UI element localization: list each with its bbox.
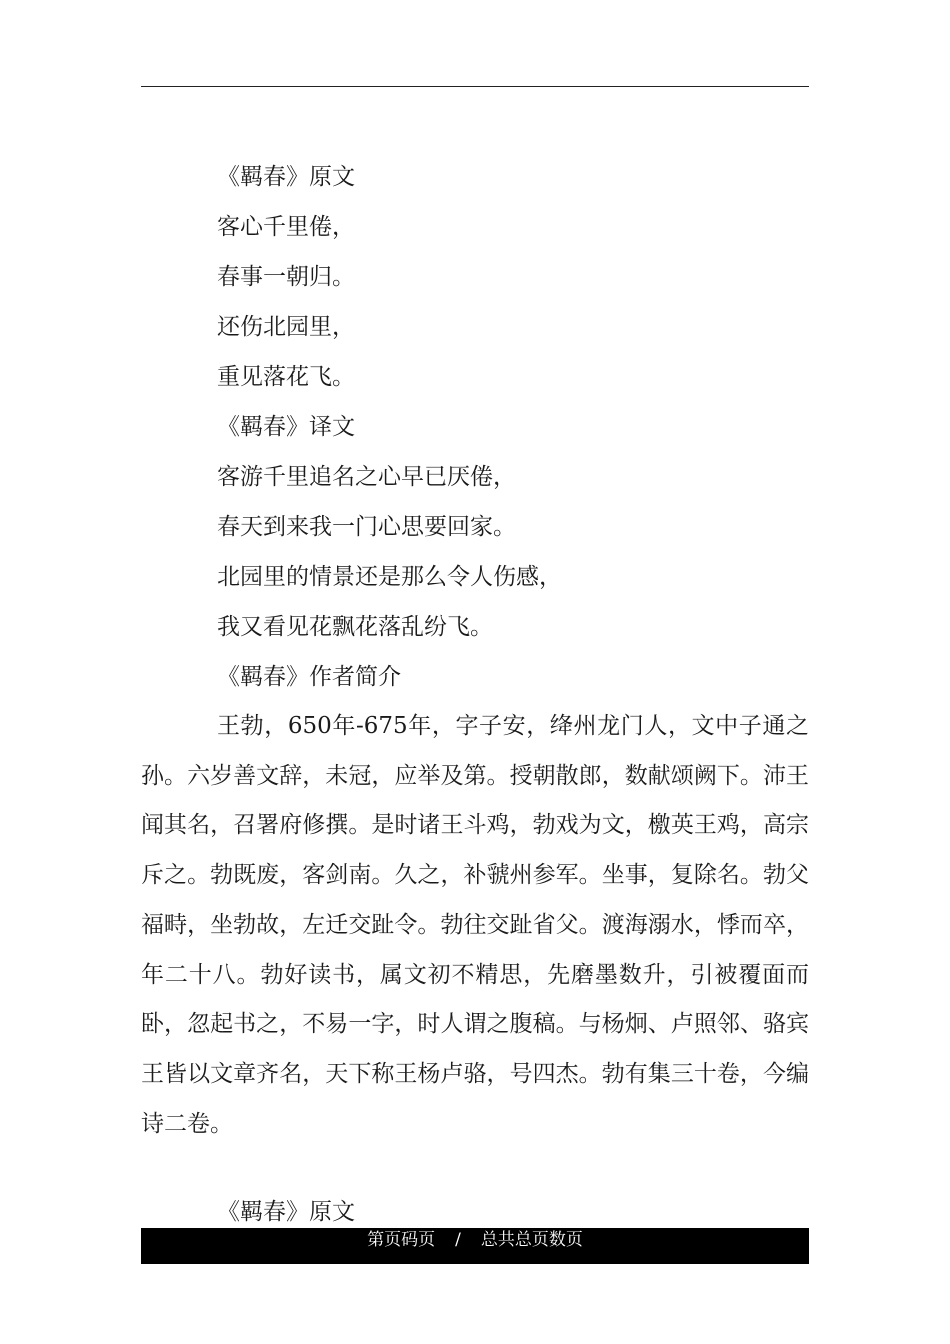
author-bio-paragraph: 王勃，650年-675年，字子安，绛州龙门人，文中子通之孙。六岁善文辞，未冠，应举及第。授朝散郎，数献颂阙下。沛王闻其名，召署府修撰。是时诸王斗鸡，勃戏为文，檄英王鸡，高宗斥之。勃既废，客剑南。久之，补虢州参军。坐事，复除名。勃父福畤，坐勃故，左迁交趾令。勃往交趾省父。渡海溺水，悸而卒，年二十八。勃好读书，属文初不精思，先磨墨数升，引被覆面而卧，忽起书之，不易一字，时人谓之腹稿。与杨炯、卢照邻、骆宾王皆以文章齐名，天下称王杨卢骆，号四杰。勃有集三十卷，今编诗二卷。 xyxy=(141,713,809,1137)
translation-line-3: 北园里的情景还是那么令人伤感， xyxy=(217,564,562,590)
translation-line-2: 春天到来我一门心思要回家。 xyxy=(217,514,516,540)
translation-line-1: 客游千里追名之心早已厌倦， xyxy=(217,464,516,490)
section-heading-translation: 《羁春》译文 xyxy=(217,414,355,440)
poem-line-3: 还伤北园里， xyxy=(217,314,355,340)
poem-line-2: 春事一朝归。 xyxy=(217,264,355,290)
footer-separator: / xyxy=(455,1230,461,1250)
header-rule xyxy=(141,86,809,87)
section-heading-original-repeat: 《羁春》原文 xyxy=(217,1199,355,1226)
total-pages-label: 总共总页数页 xyxy=(480,1230,583,1250)
translation-line-4: 我又看见花飘花落乱纷飞。 xyxy=(217,614,493,640)
poem-line-1: 客心千里倦， xyxy=(217,214,355,240)
document-body xyxy=(141,152,809,1237)
section-heading-author: 《羁春》作者简介 xyxy=(217,664,401,690)
section-heading-original: 《羁春》原文 xyxy=(217,164,355,190)
section-spacer xyxy=(141,1149,809,1187)
poem-line-4: 重见落花飞。 xyxy=(217,364,355,390)
page-number-label: 第页码页 xyxy=(367,1230,436,1250)
page-footer xyxy=(141,1228,809,1264)
